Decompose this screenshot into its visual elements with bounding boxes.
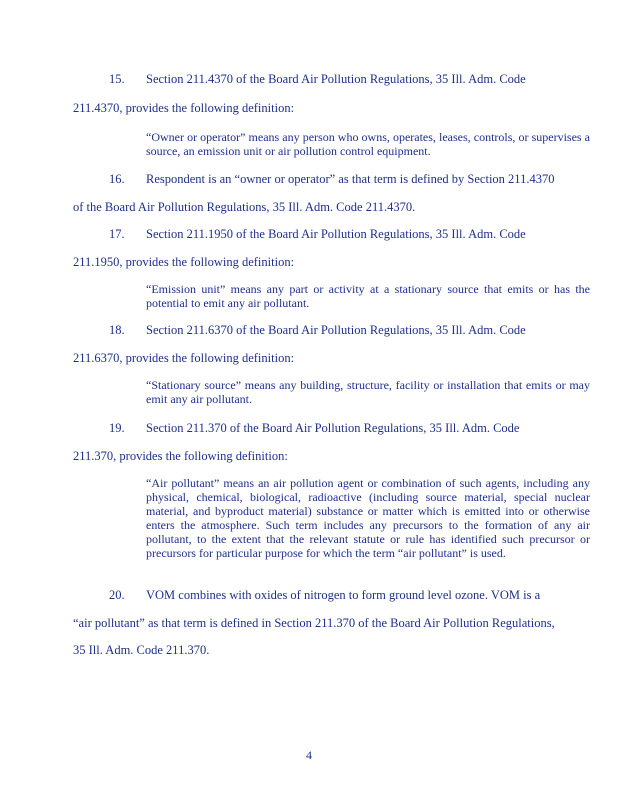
block-quote: “Air pollutant” means an air pollution agent or combination of such agents, including any physical, chemical, biological, radioactive (including source material, special nuclear material, and byproduct material) substance or matter which is emitted into or otherwise enters the atmosphere. Such term includes any precursors to the formation of any air pollutant, to the extent that the relevant statute or rule has identified such precursor or precursors for particular purpose for which the term “air pollutant” is used. xyxy=(146,476,590,560)
paragraph-text: Section 211.6370 of the Board Air Pollution Regulations, 35 Ill. Adm. Code xyxy=(146,323,526,337)
paragraph-text: 211.6370, provides the following definition: xyxy=(73,351,295,365)
paragraph-number: 18. xyxy=(109,323,125,337)
paragraph-text: 211.370, provides the following definition: xyxy=(73,449,288,463)
paragraph-text: 35 Ill. Adm. Code 211.370. xyxy=(73,643,210,657)
paragraph-text: Respondent is an “owner or operator” as that term is defined by Section 211.4370 xyxy=(146,172,555,186)
block-quote: “Owner or operator” means any person who owns, operates, leases, controls, or supervises a source, an emission unit or air pollution control equipment. xyxy=(146,130,590,158)
block-quote: “Stationary source” means any building, structure, facility or installation that emits or may emit any air pollutant. xyxy=(146,378,590,406)
paragraph-number: 19. xyxy=(109,421,125,435)
paragraph-text: 211.4370, provides the following definition: xyxy=(73,101,295,115)
paragraph-text: “air pollutant” as that term is defined in Section 211.370 of the Board Air Pollution Regulations, xyxy=(73,616,555,630)
page-number: 4 xyxy=(306,748,312,762)
paragraph-text: of the Board Air Pollution Regulations, 35 Ill. Adm. Code 211.4370. xyxy=(73,200,416,214)
paragraph-text: 211.1950, provides the following definition: xyxy=(73,255,295,269)
paragraph-text: Section 211.370 of the Board Air Pollution Regulations, 35 Ill. Adm. Code xyxy=(146,421,520,435)
paragraph-text: VOM combines with oxides of nitrogen to form ground level ozone. VOM is a xyxy=(146,588,541,602)
paragraph-number: 16. xyxy=(109,172,125,186)
paragraph-number: 20. xyxy=(109,588,125,602)
paragraph-number: 17. xyxy=(109,227,125,241)
paragraph-text: Section 211.4370 of the Board Air Pollution Regulations, 35 Ill. Adm. Code xyxy=(146,72,526,86)
block-quote: “Emission unit” means any part or activity at a stationary source that emits or has the potential to emit any air pollutant. xyxy=(146,282,590,310)
paragraph-number: 15. xyxy=(109,72,125,86)
paragraph-text: Section 211.1950 of the Board Air Pollution Regulations, 35 Ill. Adm. Code xyxy=(146,227,526,241)
